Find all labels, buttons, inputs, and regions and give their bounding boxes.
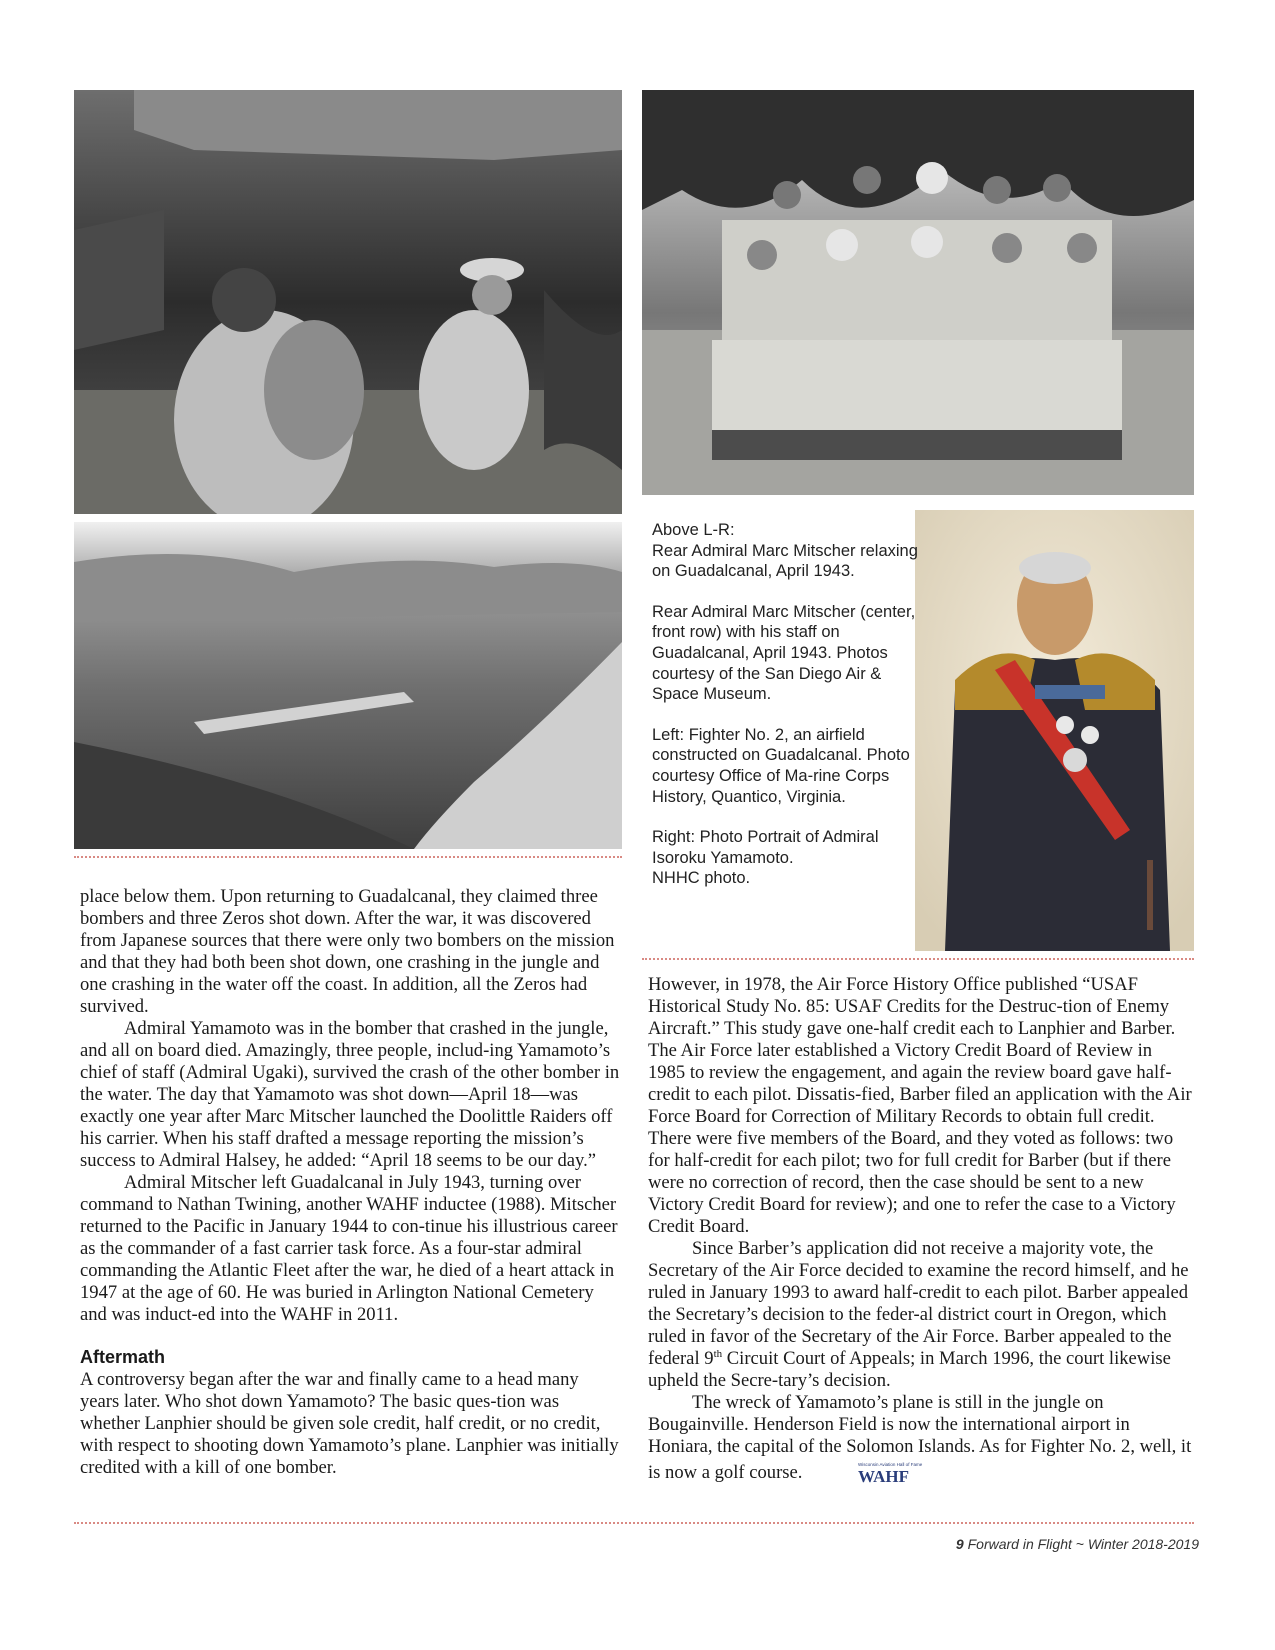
aftermath-heading: Aftermath — [80, 1347, 166, 1367]
photo-mitscher-staff — [642, 90, 1194, 495]
wahf-logo — [812, 1458, 923, 1484]
page-number: 9 — [955, 1536, 964, 1552]
photo-captions — [652, 520, 920, 909]
left-text-column — [80, 886, 620, 1479]
ordinal-suffix: th — [713, 1347, 723, 1360]
right-paragraph-2 — [648, 1238, 1192, 1392]
caption-portrait — [652, 827, 920, 889]
left-paragraph-4: A controversy began after the war and finally came to a head many years later. Who shot down Yamamoto? The basic ques-tion was whether Lanphier should be given sole credit, half credit, or no credit, with respect to shooting down Yamamoto’s plane. Lanphier was initially credited with a kill of one bomber. — [80, 1369, 619, 1478]
photo-mitscher-relaxing — [74, 90, 622, 514]
wahf-logo-small-text: Wisconsin Aviation Hall of Fame — [858, 1462, 923, 1467]
caption-staff: Rear Admiral Marc Mitscher (center, front row) with his staff on Guadalcanal, April 1943. Photos courtesy of the San Diego Air & Space Museum. — [652, 602, 916, 704]
caption-above-heading: Above L-R: — [652, 521, 735, 539]
right-paragraph-1: However, in 1978, the Air Force History Office published “USAF Historical Study No. 85: USAF Credits for the Destruc-tion of Enemy Aircraft.” This study gave one-half credit each to Lanphier and Barber. The Air Force later established a Victory Credit Board of Review in 1985 to review the engagement, and again the review board gave half-credit to each pilot. Dissatis-fied, Barber filed an application with the Air Force Board for Correction of Military Records to obtain full credit. There were five members of the Board, and they voted as follows: two for half-credit for each pilot; two for full credit for Barber (but if there were no correction of record, then the case should be sent to a new Victory Credit Board for review); and one to refer the case to a Victory Credit Board. — [648, 974, 1192, 1237]
wahf-logo-text: WAHF — [858, 1467, 910, 1484]
divider-left — [74, 856, 622, 858]
page-footer — [956, 1536, 1199, 1552]
right-paragraph-3-text: The wreck of Yamamoto’s plane is still in the jungle on Bougainville. Henderson Field is now the international airport in Honiara, the capital of the Solomon Islands. As for Fighter No. 2, well, it is now a golf course. — [648, 1392, 1192, 1483]
left-paragraph-1: place below them. Upon returning to Guadalcanal, they claimed three bombers and three Zeros shot down. After the war, it was discovered from Japanese sources that there were only two bombers on the mission and that they had both been shot down, one crashing in the jungle and one crashing in the water off the coast. In addition, all the Zeros had survived. — [80, 886, 615, 1017]
photo-fighter-no2 — [74, 522, 622, 849]
caption-fighter: Left: Fighter No. 2, an airfield constructed on Guadalcanal. Photo courtesy Office of Ma-rine Corps History, Quantico, Virginia. — [652, 725, 910, 806]
right-paragraph-2-b: Circuit Court of Appeals; in March 1996, the court likewise upheld the Secre-tary’s decision. — [648, 1348, 1171, 1391]
left-paragraph-2: Admiral Yamamoto was in the bomber that crashed in the jungle, and all on board died. Amazingly, three people, includ-ing Yamamoto’s chief of staff (Admiral Ugaki), survived the crash of the other bomber in the water. The day that Yamamoto was shot down—April 18—was exactly one year after Marc Mitscher launched the Doolittle Raiders off his carrier. When his staff drafted a message reporting the mission’s success to Admiral Halsey, he added: “April 18 seems to be our day.” — [80, 1018, 620, 1171]
divider-bottom — [74, 1522, 1194, 1524]
right-text-column — [648, 974, 1192, 1484]
photo-yamamoto-portrait — [915, 510, 1194, 951]
caption-above — [652, 520, 920, 582]
caption-above-text: Rear Admiral Marc Mitscher relaxing on Guadalcanal, April 1943. — [652, 541, 918, 581]
publication-name: Forward in Flight ~ Winter 2018-2019 — [967, 1536, 1199, 1552]
caption-portrait-text: Right: Photo Portrait of Admiral Isoroku Yamamoto. — [652, 828, 879, 867]
right-paragraph-2-a: Since Barber’s application did not receive a majority vote, the Secretary of the Air Force decided to examine the record himself, and he ruled in January 1993 to award half-credit to each pilot. Barber appealed the Secretary’s decision to the feder-al district court in Oregon, which ruled in favor of the Secretary of the Air Force. Barber appealed to the federal 9 — [648, 1238, 1189, 1369]
wahf-logo-graphic — [856, 1458, 926, 1484]
caption-portrait-credit: NHHC photo. — [652, 869, 751, 888]
divider-right — [642, 958, 1194, 960]
left-paragraph-3: Admiral Mitscher left Guadalcanal in July 1943, turning over command to Nathan Twining, another WAHF inductee (1988). Mitscher returned to the Pacific in January 1944 to con-tinue his illustrious career as the commander of a fast carrier task force. As a four-star admiral commanding the Atlantic Fleet after the war, he died of a heart attack in 1947 at the age of 60. He was buried in Arlington National Cemetery and was induct-ed into the WAHF in 2011. — [80, 1172, 618, 1325]
right-paragraph-3 — [648, 1392, 1192, 1484]
